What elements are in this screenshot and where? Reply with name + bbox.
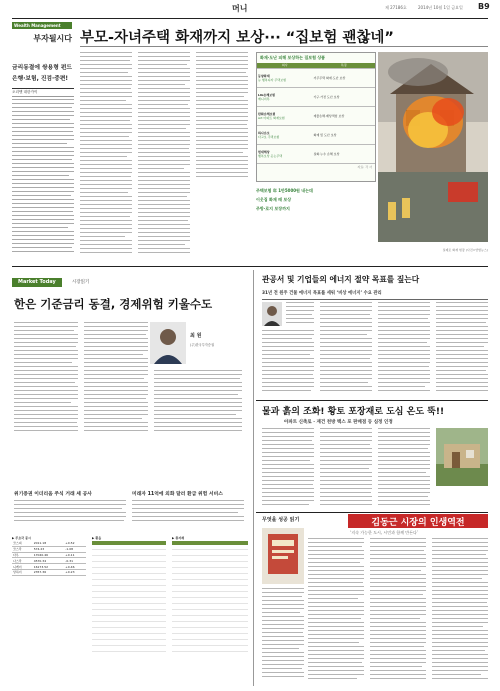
energy-body (262, 302, 488, 398)
bottom-rule (256, 512, 488, 513)
row-product: 행복보상 웃는주택 (258, 153, 283, 158)
market-today-tab (12, 268, 252, 285)
row-feature: 재물손해·배상책임 보상 (312, 106, 375, 125)
author-name: 최 원 (190, 333, 202, 339)
row-feature: 가구·가전 도난 보상 (312, 87, 375, 106)
market-table (12, 541, 86, 576)
market-row: 나스닥 4570.34 -0.31 (12, 558, 86, 564)
author-title: (주)한국투자증권 (190, 343, 215, 347)
insurance-infobox (256, 52, 376, 182)
market-today-label: Market Today (12, 278, 62, 287)
infobox-row (257, 125, 375, 144)
market-today-sublabel: 시장읽기 (71, 280, 90, 285)
row-product: 매니지특 (258, 96, 270, 101)
banner-box (348, 514, 488, 528)
side-sub: 은행·보험, 진검·중편! (12, 76, 69, 82)
energy-headline: 관공서 및 기업들의 에너지 절약 목표를 짚는다 (262, 275, 420, 284)
fire-photo (378, 52, 488, 252)
callout-line-2: 이웃집 화재 때 보상 (256, 197, 292, 202)
section-name: 머니 (232, 4, 248, 13)
side-article (12, 62, 74, 262)
infobox-header-company: 회사 (257, 63, 312, 68)
masthead (0, 0, 500, 18)
market-row: 상하이 2357.36 +0.23 (12, 569, 86, 575)
wealth-badge (12, 22, 72, 50)
energy-sub: 31년 전 원주 건물 에너지 목표를 세워 ‘비상 에너지’ 수요 관리 (262, 291, 382, 296)
row-company: LIG손해보험 (258, 92, 276, 97)
lead-rule (80, 46, 488, 47)
infobox-row (257, 68, 375, 87)
market-table-2 (92, 536, 166, 665)
bottom-mini-photo (262, 528, 304, 584)
side-box-title: 오리엔 대한카이 (12, 88, 74, 97)
bottom-left-body (262, 588, 304, 686)
lead-callout (256, 188, 324, 212)
infobox-title: 화재·도난 피해 보상하는 집보험 상품 (260, 55, 326, 60)
page-number: B9 (478, 2, 490, 11)
market-table-title: ▶ 환율 (92, 536, 102, 540)
section-divider (12, 266, 488, 267)
column-body (14, 322, 250, 472)
market-row: 코스닥 574.23 -1.08 (12, 546, 86, 552)
wealth-badge-title: Wealth Management (12, 22, 72, 29)
column-sub1: 위기증권 이더리움 주식 거래 셰 공사 (14, 492, 92, 497)
infobox-row (257, 106, 375, 125)
row-product: Art 아파트 화재보험 (258, 115, 285, 120)
infobox-table (257, 63, 375, 164)
lead-headline: 부모-자녀주택 화재까지 보상··· “집보험 괜찮네” (80, 30, 394, 46)
column-sub2: 미래자 11억에 외화 달러 환급 위험 서비스 (132, 492, 223, 497)
wealth-badge-label: 부자될시다 (33, 34, 72, 43)
callout-line-3: 주방·로지 보장까지 (256, 206, 290, 211)
infobox-source: 자료: 각 사 (357, 164, 372, 169)
row-company: 한화손해보험 (258, 111, 276, 116)
row-product: 다고보 주택보험 (258, 134, 280, 139)
row-company: 현대해상 (258, 149, 270, 154)
callout-line-1: 주택보험 年 1만5000원 내는데 (256, 188, 313, 193)
market-table-1 (12, 536, 86, 576)
infobox-row (257, 87, 375, 106)
banner-title: 김동근 시장의 인생역전 (371, 518, 465, 528)
infobox-row (257, 144, 375, 163)
row-feature: 실화·누수 손해 보상 (312, 144, 375, 163)
row-feature: 거주주택 화재·도난 보상 (312, 68, 375, 87)
side-headline: 금리동결에 쌍용형 펀드 (12, 65, 73, 71)
column-sub-body (14, 500, 250, 532)
appliance-photo (436, 428, 488, 486)
market-table-placeholder (172, 541, 248, 661)
market-table-placeholder (92, 541, 166, 661)
market-row: 니케이 16173.52 +0.46 (12, 564, 86, 570)
row-product: 뉴 행복디자 주택보험 (258, 77, 286, 82)
row-company: 하나손보 (258, 130, 270, 135)
row-company: 동양화재 (258, 73, 270, 78)
photo-caption: 실제로 화재 현장 (사진=연합뉴스) (442, 248, 488, 252)
market-row: 코스피 2011.18 +0.52 (12, 541, 86, 546)
market-table-title: ▶ 원자재 (172, 536, 185, 540)
market-row: 다우 17040.46 +0.11 (12, 552, 86, 558)
side-text-lines (12, 99, 74, 263)
appliance-top-rule (256, 400, 488, 401)
row-feature: 화재 및 도난 보상 (312, 125, 375, 144)
bottom-mini-title: 무엇을 성공 읽기 (262, 517, 300, 523)
bottom-strip: ‘지속 가능한 도시, 시민과 함께 만든다’ (350, 530, 419, 535)
energy-rule (262, 299, 488, 300)
issue-date: 2014년 10월 1일 금요일 (418, 5, 463, 10)
market-tables (12, 536, 250, 686)
fire-photo-illustration (378, 52, 488, 242)
appliance-sub: 아파트 신축로 · 재건 천방 백스 포 판매점 등 심정 인정 (284, 420, 393, 425)
text-column-placeholder (12, 99, 74, 259)
infobox-header-feature: 특징 (312, 63, 375, 68)
market-table-title: ▶ 주요국 증시 (12, 536, 31, 540)
column-headline: 한은 기준금리 동결, 경제위험 키울수도 (14, 297, 213, 311)
issue-number: 제 27186호 (385, 5, 407, 10)
half-divider (253, 270, 254, 686)
bottom-body (308, 538, 488, 686)
market-table-3 (172, 536, 248, 665)
masthead-rule (12, 18, 488, 19)
appliance-headline: 물과 흙의 조화! 황토 포장재로 도심 온도 뚝!! (262, 407, 445, 417)
lead-body-columns (80, 52, 250, 262)
